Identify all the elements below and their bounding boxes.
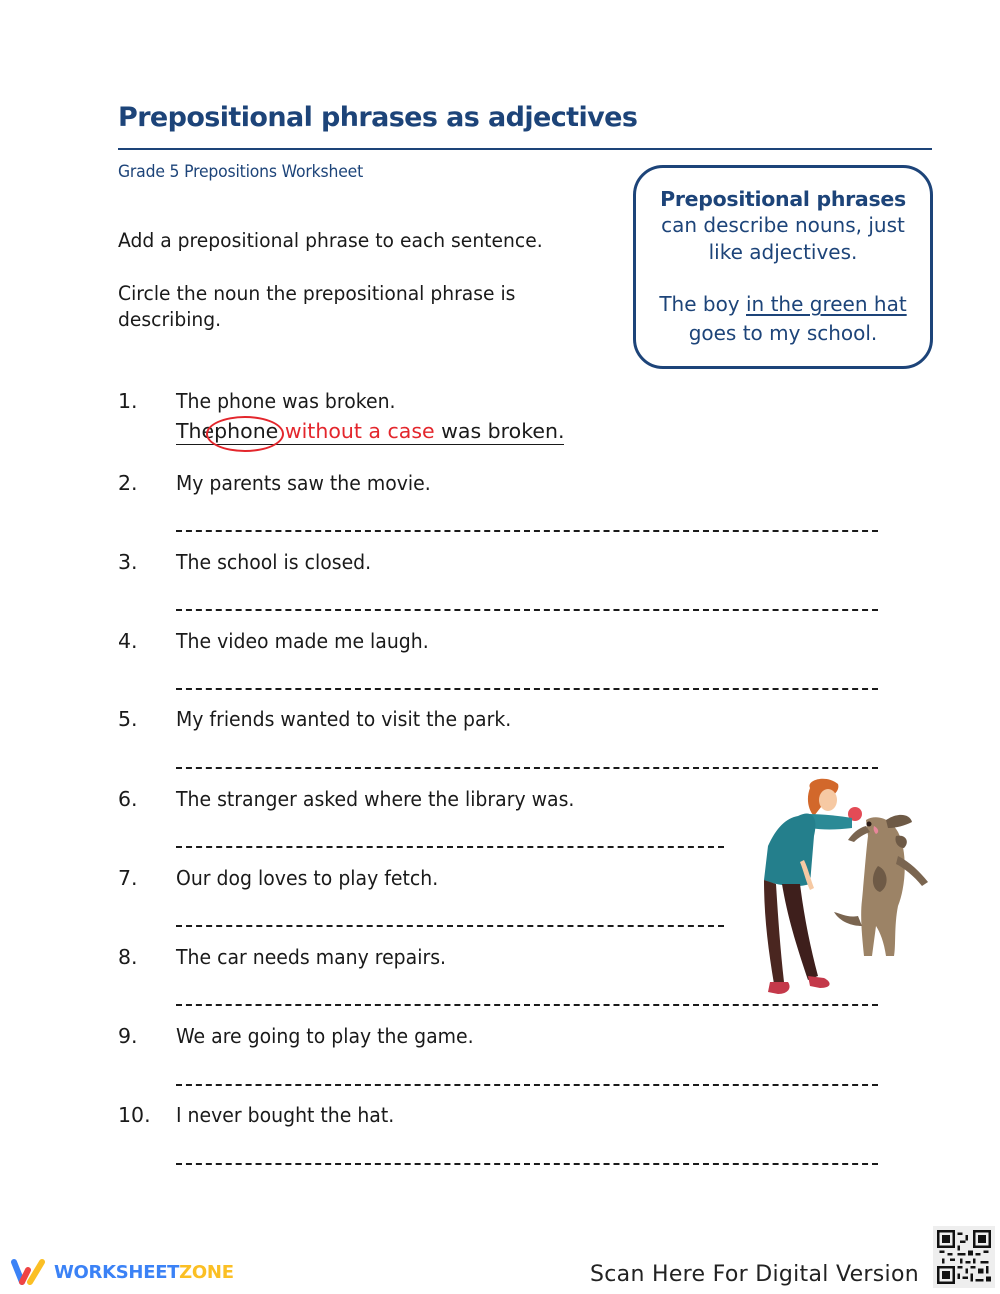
scan-label: Scan Here For Digital Version <box>590 1262 919 1287</box>
question-text: My parents saw the movie. <box>176 471 431 495</box>
question-number: 10. <box>118 1103 151 1127</box>
example-phrase: in the green hat <box>746 292 907 316</box>
info-box-body: can describe nouns, just like adjectives. <box>661 213 905 264</box>
brand-name <box>54 1262 234 1283</box>
example-after: goes to my school. <box>688 321 878 345</box>
answer-line[interactable] <box>176 1084 878 1086</box>
example-before: The boy <box>659 292 746 316</box>
question-number: 1. <box>118 389 138 413</box>
question-text: Our dog loves to play fetch. <box>176 866 439 890</box>
answer-line[interactable] <box>176 688 878 690</box>
brand-logo <box>10 1258 234 1286</box>
answer-line[interactable] <box>176 925 724 927</box>
answer-line[interactable] <box>176 530 878 532</box>
brand-part-2: ZONE <box>179 1261 234 1283</box>
title-divider <box>118 148 932 150</box>
question-text: The video made me laugh. <box>176 629 429 653</box>
brand-part-1: WORKSHEET <box>54 1261 180 1283</box>
qr-code-icon[interactable] <box>933 1226 995 1288</box>
instruction-2: Circle the noun the prepositional phrase is describing. <box>118 282 516 331</box>
answer-line[interactable] <box>176 1004 878 1006</box>
info-box-heading: Prepositional phrases <box>660 187 906 211</box>
question-text: I never bought the hat. <box>176 1103 395 1127</box>
example-answer <box>176 419 564 445</box>
circled-noun <box>214 419 278 443</box>
question-text: My friends wanted to visit the park. <box>176 707 512 731</box>
answer-phrase <box>278 419 434 443</box>
answer-phrase-text: without a case <box>284 419 435 443</box>
answer-line[interactable] <box>176 609 878 611</box>
instruction-1: Add a prepositional phrase to each sentence. <box>118 229 543 252</box>
worksheetzone-logo-icon <box>10 1258 48 1286</box>
answer-line[interactable] <box>176 846 724 848</box>
page-title: Prepositional phrases as adjectives <box>118 102 638 133</box>
question-number: 5. <box>118 707 138 731</box>
question-number: 7. <box>118 866 138 890</box>
instructions <box>118 228 579 360</box>
question-text: The phone was broken. <box>176 389 396 413</box>
answer-line[interactable] <box>176 767 878 769</box>
info-box <box>633 165 933 369</box>
question-number: 9. <box>118 1024 138 1048</box>
question-text: The stranger asked where the library was. <box>176 787 575 811</box>
question-number: 2. <box>118 471 138 495</box>
question-text: We are going to play the game. <box>176 1024 474 1048</box>
question-number: 3. <box>118 550 138 574</box>
question-number: 6. <box>118 787 138 811</box>
answer-line[interactable] <box>176 1163 878 1165</box>
question-number: 4. <box>118 629 138 653</box>
answer-after: was broken. <box>434 419 565 443</box>
info-box-example <box>636 290 930 348</box>
page-subtitle: Grade 5 Prepositions Worksheet <box>118 162 364 182</box>
girl-and-dog-illustration <box>748 776 943 1002</box>
question-text: The car needs many repairs. <box>176 945 447 969</box>
answer-before: The <box>176 419 215 443</box>
question-text: The school is closed. <box>176 550 372 574</box>
circled-noun-text: phone <box>214 419 279 443</box>
question-number: 8. <box>118 945 138 969</box>
